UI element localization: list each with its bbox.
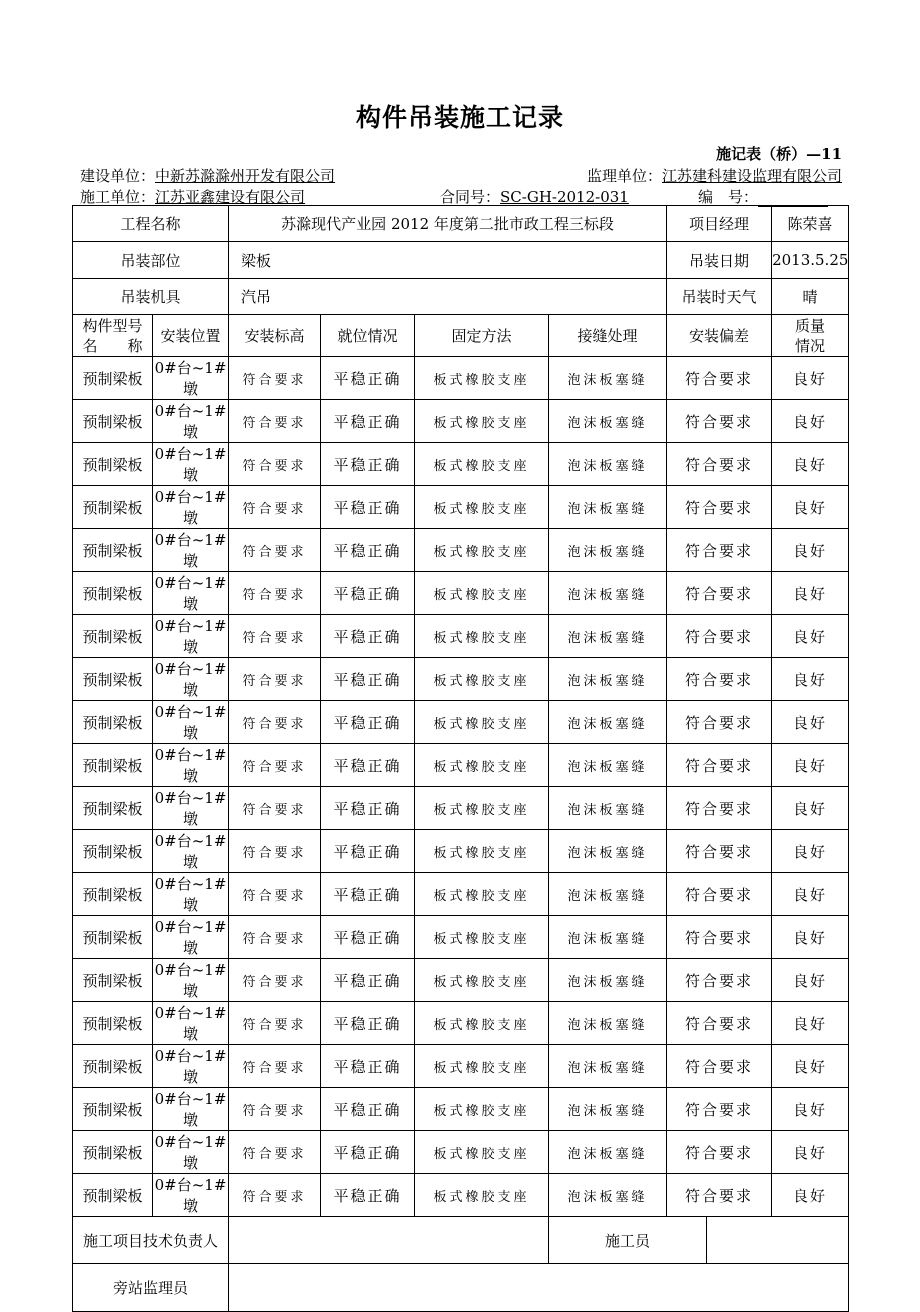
cell-type: 预制梁板 (73, 1131, 153, 1174)
table-row (73, 916, 849, 959)
cell-quality: 良好 (772, 443, 849, 486)
cell-deviation: 符合要求 (667, 830, 772, 873)
cell-deviation: 符合要求 (667, 443, 772, 486)
cell-elevation: 符合要求 (229, 873, 321, 916)
cell-quality: 良好 (772, 701, 849, 744)
contract-number (440, 186, 629, 207)
cell-type: 预制梁板 (73, 658, 153, 701)
cell-deviation: 符合要求 (667, 873, 772, 916)
info-row-project (73, 206, 849, 242)
cell-quality: 良好 (772, 830, 849, 873)
worker-signature (707, 1217, 849, 1264)
cell-joint: 泡沫板塞缝 (549, 1088, 667, 1131)
cell-joint: 泡沫板塞缝 (549, 959, 667, 1002)
table-row (73, 529, 849, 572)
cell-position: 0#台~1#墩 (153, 357, 229, 400)
cell-position: 0#台~1#墩 (153, 1088, 229, 1131)
cell-type: 预制梁板 (73, 1088, 153, 1131)
cell-quality: 良好 (772, 787, 849, 830)
cell-position: 0#台~1#墩 (153, 1131, 229, 1174)
cell-fixing: 板式橡胶支座 (415, 1045, 549, 1088)
cell-type: 预制梁板 (73, 787, 153, 830)
cell-quality: 良好 (772, 357, 849, 400)
cell-placement: 平稳正确 (321, 830, 415, 873)
cell-quality: 良好 (772, 486, 849, 529)
cell-placement: 平稳正确 (321, 787, 415, 830)
cell-joint: 泡沫板塞缝 (549, 658, 667, 701)
cell-elevation: 符合要求 (229, 529, 321, 572)
col-fixing-header: 固定方法 (415, 315, 549, 357)
contract-label: 合同号： (440, 188, 501, 206)
cell-deviation: 符合要求 (667, 1131, 772, 1174)
table-row (73, 572, 849, 615)
cell-joint: 泡沫板塞缝 (549, 701, 667, 744)
col-placement-header: 就位情况 (321, 315, 415, 357)
construction-unit-label: 施工单位： (80, 188, 156, 206)
cell-elevation: 符合要求 (229, 1174, 321, 1217)
cell-fixing: 板式橡胶支座 (415, 916, 549, 959)
cell-fixing: 板式橡胶支座 (415, 357, 549, 400)
cell-placement: 平稳正确 (321, 658, 415, 701)
cell-type: 预制梁板 (73, 357, 153, 400)
cell-joint: 泡沫板塞缝 (549, 1002, 667, 1045)
tech-lead-signature (229, 1217, 549, 1264)
table-row (73, 357, 849, 400)
cell-elevation: 符合要求 (229, 1045, 321, 1088)
cell-fixing: 板式橡胶支座 (415, 443, 549, 486)
date-value: 2013.5.25 (772, 242, 849, 279)
table-row (73, 959, 849, 1002)
cell-joint: 泡沫板塞缝 (549, 400, 667, 443)
cell-fixing: 板式橡胶支座 (415, 615, 549, 658)
cell-type: 预制梁板 (73, 443, 153, 486)
cell-type: 预制梁板 (73, 959, 153, 1002)
cell-joint: 泡沫板塞缝 (549, 873, 667, 916)
cell-deviation: 符合要求 (667, 787, 772, 830)
cell-placement: 平稳正确 (321, 1002, 415, 1045)
cell-quality: 良好 (772, 658, 849, 701)
col-position-header: 安装位置 (153, 315, 229, 357)
cell-deviation: 符合要求 (667, 916, 772, 959)
cell-quality: 良好 (772, 916, 849, 959)
supervision-unit-label: 监理单位： (586, 167, 662, 185)
cell-quality: 良好 (772, 873, 849, 916)
cell-joint: 泡沫板塞缝 (549, 529, 667, 572)
column-header-row (73, 315, 849, 357)
build-unit (80, 165, 335, 186)
manager-value: 陈荣喜 (772, 206, 849, 242)
page-title: 构件吊装施工记录 (355, 103, 564, 132)
cell-placement: 平稳正确 (321, 959, 415, 1002)
cell-deviation: 符合要求 (667, 529, 772, 572)
cell-position: 0#台~1#墩 (153, 1002, 229, 1045)
build-unit-value: 中新苏滁滁州开发有限公司 (155, 167, 336, 185)
cell-joint: 泡沫板塞缝 (549, 486, 667, 529)
construction-unit-value: 江苏亚鑫建设有限公司 (155, 188, 306, 206)
table-row (73, 400, 849, 443)
table-row (73, 615, 849, 658)
date-label: 吊装日期 (667, 242, 772, 279)
table-row (73, 830, 849, 873)
cell-placement: 平稳正确 (321, 916, 415, 959)
cell-position: 0#台~1#墩 (153, 615, 229, 658)
table-row (73, 443, 849, 486)
footer-row-2 (73, 1264, 849, 1312)
part-value: 梁板 (229, 242, 667, 279)
cell-joint: 泡沫板塞缝 (549, 787, 667, 830)
cell-fixing: 板式橡胶支座 (415, 658, 549, 701)
cell-position: 0#台~1#墩 (153, 400, 229, 443)
table-row (73, 658, 849, 701)
part-label: 吊装部位 (73, 242, 229, 279)
cell-elevation: 符合要求 (229, 1002, 321, 1045)
cell-elevation: 符合要求 (229, 357, 321, 400)
col-deviation-header: 安装偏差 (667, 315, 772, 357)
cell-placement: 平稳正确 (321, 357, 415, 400)
cell-fixing: 板式橡胶支座 (415, 1088, 549, 1131)
col-joint-header: 接缝处理 (549, 315, 667, 357)
cell-type: 预制梁板 (73, 572, 153, 615)
cell-fixing: 板式橡胶支座 (415, 701, 549, 744)
cell-elevation: 符合要求 (229, 658, 321, 701)
cell-position: 0#台~1#墩 (153, 1045, 229, 1088)
cell-placement: 平稳正确 (321, 1174, 415, 1217)
cell-joint: 泡沫板塞缝 (549, 1045, 667, 1088)
footer-row-1 (73, 1217, 849, 1264)
info-row-part (73, 242, 849, 279)
cell-placement: 平稳正确 (321, 486, 415, 529)
table-row (73, 1002, 849, 1045)
cell-elevation: 符合要求 (229, 701, 321, 744)
cell-quality: 良好 (772, 572, 849, 615)
cell-fixing: 板式橡胶支座 (415, 959, 549, 1002)
cell-deviation: 符合要求 (667, 1174, 772, 1217)
build-unit-label: 建设单位： (80, 167, 156, 185)
cell-elevation: 符合要求 (229, 916, 321, 959)
cell-fixing: 板式橡胶支座 (415, 1002, 549, 1045)
table-row (73, 1131, 849, 1174)
manager-label: 项目经理 (667, 206, 772, 242)
cell-elevation: 符合要求 (229, 830, 321, 873)
cell-joint: 泡沫板塞缝 (549, 916, 667, 959)
cell-placement: 平稳正确 (321, 1131, 415, 1174)
cell-elevation: 符合要求 (229, 959, 321, 1002)
cell-deviation: 符合要求 (667, 701, 772, 744)
tech-lead-label: 施工项目技术负责人 (73, 1217, 229, 1264)
cell-position: 0#台~1#墩 (153, 830, 229, 873)
cell-type: 预制梁板 (73, 830, 153, 873)
cell-quality: 良好 (772, 744, 849, 787)
cell-joint: 泡沫板塞缝 (549, 615, 667, 658)
cell-placement: 平稳正确 (321, 400, 415, 443)
cell-deviation: 符合要求 (667, 400, 772, 443)
cell-elevation: 符合要求 (229, 486, 321, 529)
cell-type: 预制梁板 (73, 615, 153, 658)
table-row (73, 873, 849, 916)
cell-fixing: 板式橡胶支座 (415, 529, 549, 572)
construction-unit (80, 186, 305, 207)
cell-deviation: 符合要求 (667, 615, 772, 658)
cell-type: 预制梁板 (73, 400, 153, 443)
cell-joint: 泡沫板塞缝 (549, 744, 667, 787)
cell-position: 0#台~1#墩 (153, 744, 229, 787)
cell-quality: 良好 (772, 529, 849, 572)
cell-fixing: 板式橡胶支座 (415, 572, 549, 615)
machine-label: 吊装机具 (73, 279, 229, 315)
supervisor-label: 旁站监理员 (73, 1264, 229, 1312)
serial-number (698, 186, 828, 207)
table-row (73, 1088, 849, 1131)
cell-elevation: 符合要求 (229, 572, 321, 615)
cell-type: 预制梁板 (73, 916, 153, 959)
cell-elevation: 符合要求 (229, 443, 321, 486)
cell-placement: 平稳正确 (321, 1045, 415, 1088)
cell-joint: 泡沫板塞缝 (549, 357, 667, 400)
cell-position: 0#台~1#墩 (153, 443, 229, 486)
cell-elevation: 符合要求 (229, 787, 321, 830)
project-name-label: 工程名称 (73, 206, 229, 242)
supervision-unit (587, 165, 842, 186)
cell-placement: 平稳正确 (321, 873, 415, 916)
cell-position: 0#台~1#墩 (153, 701, 229, 744)
weather-label: 吊装时天气 (667, 279, 772, 315)
table-row (73, 787, 849, 830)
project-name-value: 苏滁现代产业园 2012 年度第二批市政工程三标段 (229, 206, 667, 242)
cell-quality: 良好 (772, 400, 849, 443)
cell-position: 0#台~1#墩 (153, 529, 229, 572)
cell-type: 预制梁板 (73, 1045, 153, 1088)
worker-label: 施工员 (549, 1217, 707, 1264)
cell-quality: 良好 (772, 1131, 849, 1174)
col-type-header: 构件型号 名 称 (73, 315, 153, 357)
cell-type: 预制梁板 (73, 1174, 153, 1217)
cell-fixing: 板式橡胶支座 (415, 873, 549, 916)
cell-elevation: 符合要求 (229, 1088, 321, 1131)
cell-deviation: 符合要求 (667, 486, 772, 529)
cell-joint: 泡沫板塞缝 (549, 830, 667, 873)
cell-joint: 泡沫板塞缝 (549, 1131, 667, 1174)
record-table (72, 205, 849, 1312)
table-row (73, 486, 849, 529)
cell-placement: 平稳正确 (321, 615, 415, 658)
cell-placement: 平稳正确 (321, 701, 415, 744)
cell-fixing: 板式橡胶支座 (415, 1174, 549, 1217)
supervision-unit-value: 江苏建科建设监理有限公司 (661, 167, 842, 185)
cell-deviation: 符合要求 (667, 572, 772, 615)
cell-quality: 良好 (772, 1045, 849, 1088)
cell-placement: 平稳正确 (321, 529, 415, 572)
cell-position: 0#台~1#墩 (153, 1174, 229, 1217)
cell-type: 预制梁板 (73, 529, 153, 572)
cell-joint: 泡沫板塞缝 (549, 572, 667, 615)
serial-label: 编 号： (698, 188, 759, 206)
cell-position: 0#台~1#墩 (153, 873, 229, 916)
cell-deviation: 符合要求 (667, 744, 772, 787)
cell-quality: 良好 (772, 615, 849, 658)
cell-placement: 平稳正确 (321, 572, 415, 615)
cell-fixing: 板式橡胶支座 (415, 787, 549, 830)
cell-type: 预制梁板 (73, 486, 153, 529)
cell-deviation: 符合要求 (667, 1088, 772, 1131)
cell-quality: 良好 (772, 1174, 849, 1217)
cell-placement: 平稳正确 (321, 443, 415, 486)
cell-joint: 泡沫板塞缝 (549, 1174, 667, 1217)
cell-elevation: 符合要求 (229, 400, 321, 443)
cell-type: 预制梁板 (73, 1002, 153, 1045)
cell-fixing: 板式橡胶支座 (415, 830, 549, 873)
cell-deviation: 符合要求 (667, 959, 772, 1002)
cell-type: 预制梁板 (73, 701, 153, 744)
cell-quality: 良好 (772, 959, 849, 1002)
cell-position: 0#台~1#墩 (153, 959, 229, 1002)
cell-deviation: 符合要求 (667, 658, 772, 701)
cell-quality: 良好 (772, 1088, 849, 1131)
machine-value: 汽吊 (229, 279, 667, 315)
cell-placement: 平稳正确 (321, 1088, 415, 1131)
cell-fixing: 板式橡胶支座 (415, 1131, 549, 1174)
table-row (73, 701, 849, 744)
cell-type: 预制梁板 (73, 873, 153, 916)
cell-deviation: 符合要求 (667, 1002, 772, 1045)
cell-fixing: 板式橡胶支座 (415, 486, 549, 529)
table-row (73, 1174, 849, 1217)
cell-position: 0#台~1#墩 (153, 916, 229, 959)
info-row-machine (73, 279, 849, 315)
cell-quality: 良好 (772, 1002, 849, 1045)
cell-joint: 泡沫板塞缝 (549, 443, 667, 486)
cell-deviation: 符合要求 (667, 1045, 772, 1088)
contract-value: SC-GH-2012-031 (500, 188, 629, 206)
cell-type: 预制梁板 (73, 744, 153, 787)
cell-elevation: 符合要求 (229, 615, 321, 658)
cell-position: 0#台~1#墩 (153, 787, 229, 830)
cell-position: 0#台~1#墩 (153, 658, 229, 701)
cell-position: 0#台~1#墩 (153, 486, 229, 529)
table-row (73, 744, 849, 787)
table-row (73, 1045, 849, 1088)
cell-elevation: 符合要求 (229, 1131, 321, 1174)
cell-elevation: 符合要求 (229, 744, 321, 787)
weather-value: 晴 (772, 279, 849, 315)
supervisor-signature (229, 1264, 849, 1312)
cell-fixing: 板式橡胶支座 (415, 744, 549, 787)
cell-placement: 平稳正确 (321, 744, 415, 787)
cell-deviation: 符合要求 (667, 357, 772, 400)
form-number: 施记表（桥）—11 (716, 145, 842, 163)
col-quality-header: 质量 情况 (772, 315, 849, 357)
col-elevation-header: 安装标高 (229, 315, 321, 357)
cell-fixing: 板式橡胶支座 (415, 400, 549, 443)
cell-position: 0#台~1#墩 (153, 572, 229, 615)
